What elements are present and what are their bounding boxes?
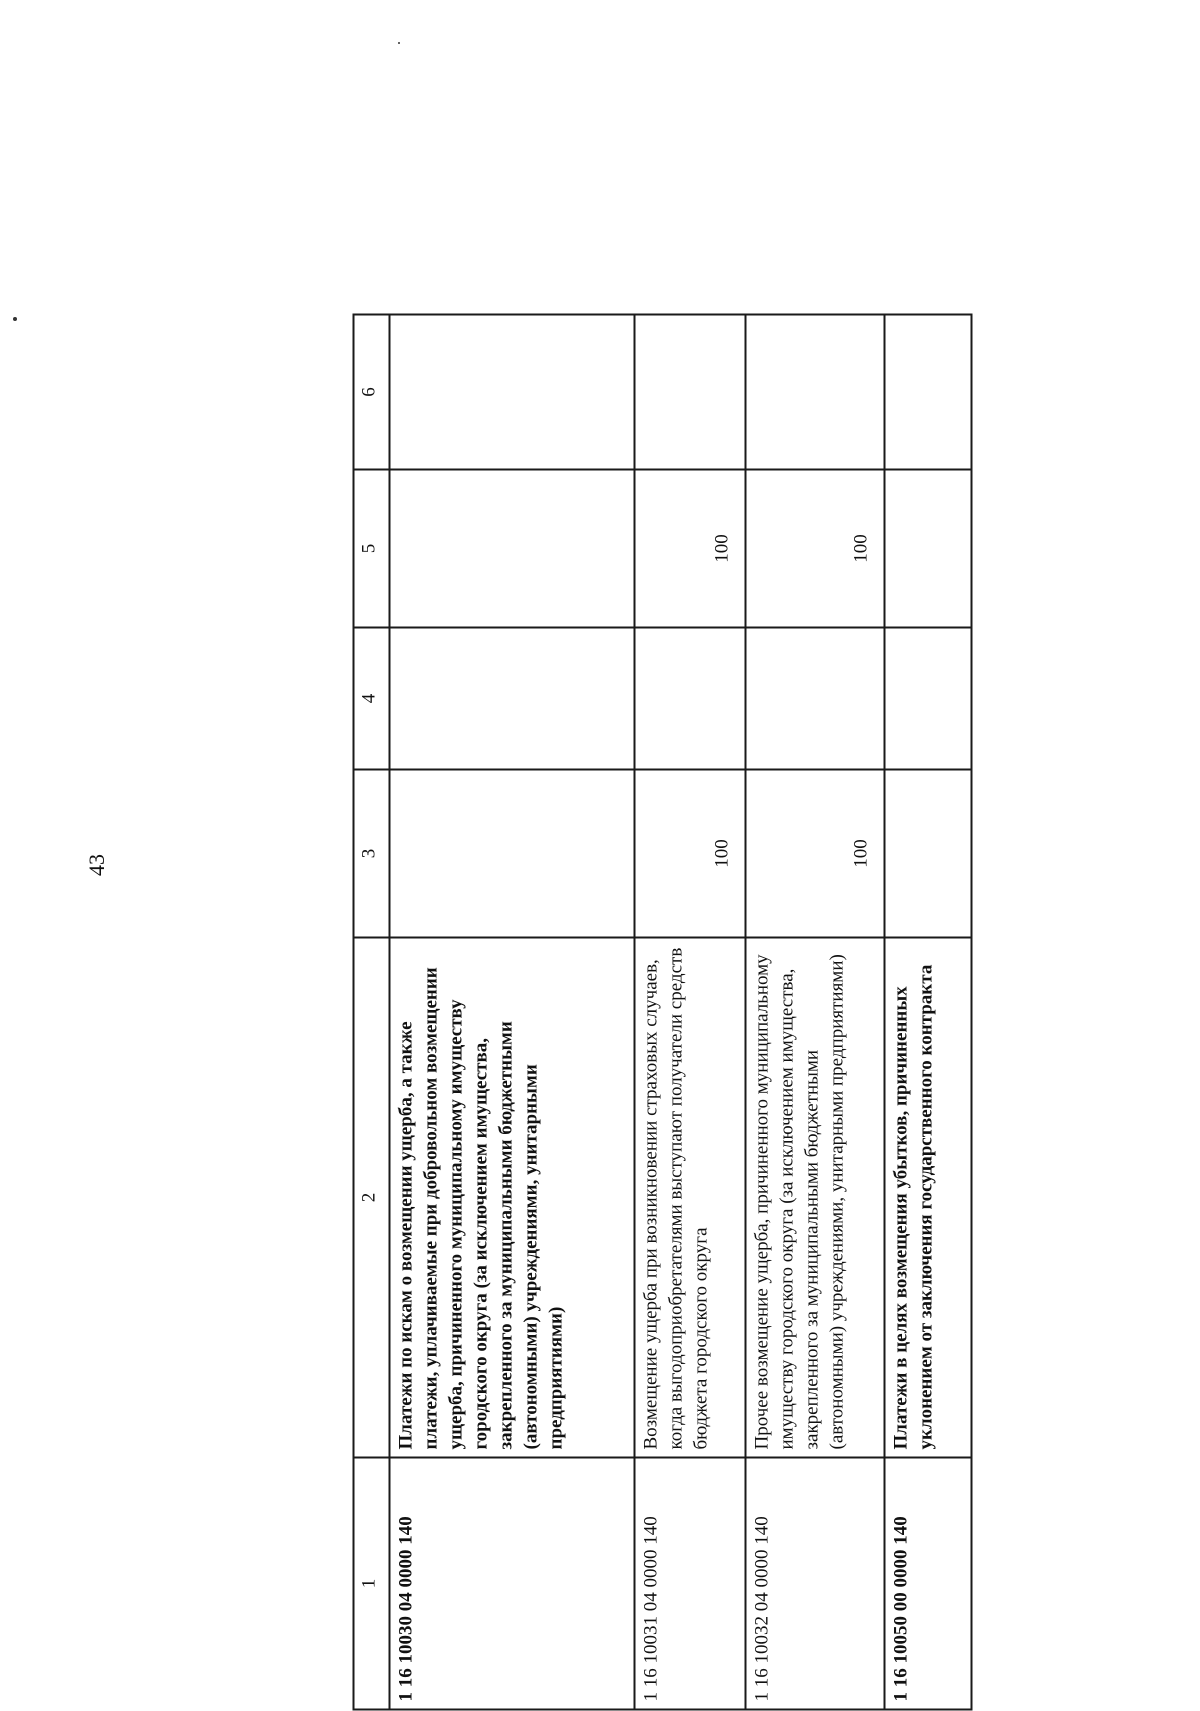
row-description: Платежи в целях возмещения убытков, причиненных уклонением от заключения государственного контракта xyxy=(885,938,972,1458)
row-value-col4 xyxy=(885,628,972,770)
row-value-col5 xyxy=(390,470,635,628)
table-row xyxy=(885,315,972,1710)
column-header-2: 2 xyxy=(354,938,390,1458)
row-value-col3: 100 xyxy=(634,770,745,938)
row-value-col4 xyxy=(745,628,884,770)
row-value-col3 xyxy=(885,770,972,938)
table-row xyxy=(634,315,745,1710)
table-header-row xyxy=(354,315,390,1710)
row-value-col6 xyxy=(745,315,884,470)
row-value-col4 xyxy=(634,628,745,770)
row-value-col3: 100 xyxy=(745,770,884,938)
row-description: Возмещение ущерба при возникновении страховых случаев, когда выгодоприобретателями выступают получатели средств бюджета городского округа xyxy=(634,938,745,1458)
page-number: 43 xyxy=(84,854,109,876)
row-description: Прочее возмещение ущерба, причиненного муниципальному имуществу городского округа (за исключением имущества, закрепленного за муниципальными бюджетными (автономными) учреждениями, унитарными предприятиями) xyxy=(745,938,884,1458)
row-description: Платежи по искам о возмещении ущерба, а также платежи, уплачиваемые при добровольном возмещении ущерба, причиненного муниципальному имуществу городского округа (за исключением имущества, закрепленного за муниципальными бюджетными (автономными) учреждениями, унитарными предприятиями) xyxy=(390,938,635,1458)
budget-table-container xyxy=(353,316,973,1711)
row-value-col5 xyxy=(885,470,972,628)
row-value-col5: 100 xyxy=(745,470,884,628)
row-code: 1 16 10050 00 0000 140 xyxy=(885,1458,972,1710)
scan-speck xyxy=(13,317,17,321)
table-row xyxy=(390,315,635,1710)
row-code: 1 16 10030 04 0000 140 xyxy=(390,1458,635,1710)
row-value-col4 xyxy=(390,628,635,770)
row-value-col6 xyxy=(390,315,635,470)
column-header-3: 3 xyxy=(354,770,390,938)
column-header-5: 5 xyxy=(354,470,390,628)
column-header-1: 1 xyxy=(354,1458,390,1710)
column-header-4: 4 xyxy=(354,628,390,770)
row-value-col6 xyxy=(885,315,972,470)
table-row xyxy=(745,315,884,1710)
scan-speck xyxy=(398,42,400,44)
row-value-col3 xyxy=(390,770,635,938)
budget-revenue-table xyxy=(353,314,973,1711)
row-value-col5: 100 xyxy=(634,470,745,628)
row-code: 1 16 10031 04 0000 140 xyxy=(634,1458,745,1710)
row-value-col6 xyxy=(634,315,745,470)
row-code: 1 16 10032 04 0000 140 xyxy=(745,1458,884,1710)
column-header-6: 6 xyxy=(354,315,390,470)
